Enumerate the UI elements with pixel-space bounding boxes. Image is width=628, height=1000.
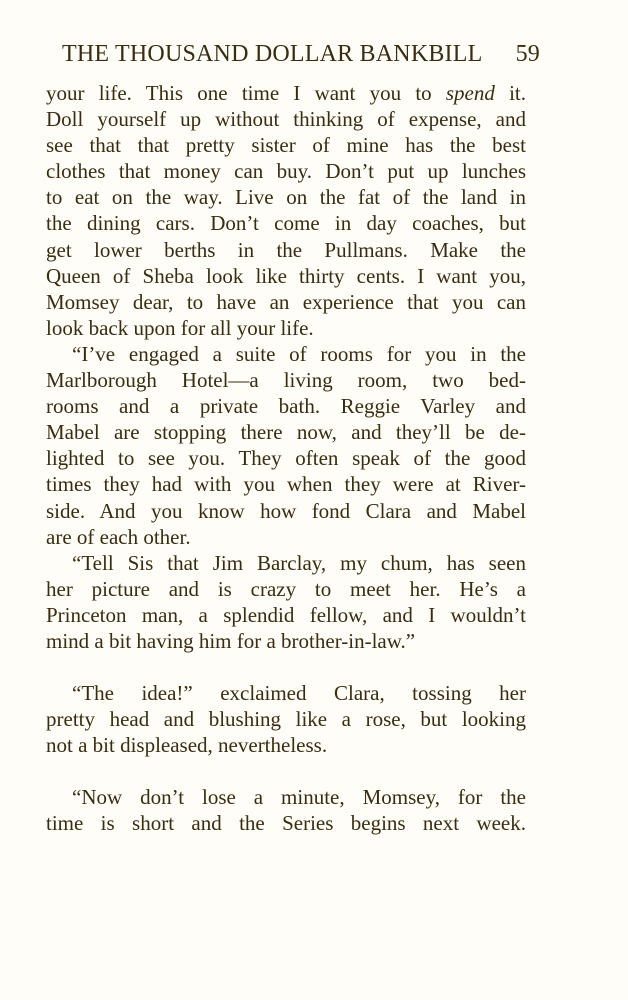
text-line: lighted to see you. They often speak of the good [46,446,526,471]
text-line: time is short and the Series begins next week. [46,811,526,836]
page-number: 59 [515,41,540,67]
text-line: “The idea!” exclaimed Clara, tossing her [72,681,526,706]
running-head [62,40,540,68]
text-line: get lower berths in the Pullmans. Make the [46,237,526,262]
paragraph [46,550,526,654]
text-line: your life. This one time I want you to spend it. [46,81,526,105]
running-title: THE THOUSAND DOLLAR BANKBILL [62,41,483,67]
body-text [46,80,526,837]
emphasis: spend [445,81,495,105]
paragraph [46,784,526,836]
text-line: “Now don’t lose a minute, Momsey, for the [72,785,526,810]
text-line: clothes that money can buy. Don’t put up lunches [46,159,526,184]
text-line: Doll yourself up without thinking of expense, and [46,107,526,132]
text-line: Momsey dear, to have an experience that you can [46,289,526,314]
text-line: rooms and a private bath. Reggie Varley and [46,394,526,419]
text-line: “Tell Sis that Jim Barclay, my chum, has seen [72,550,526,575]
text-line: not a bit displeased, nevertheless. [46,733,328,758]
paragraph [46,680,526,758]
paragraph [46,80,526,341]
text-line: see that that pretty sister of mine has the best [46,133,526,158]
text-line: pretty head and blushing like a rose, but looking [46,707,526,732]
text-line: to eat on the way. Live on the fat of the land in [46,185,526,210]
paragraph-gap [46,654,526,680]
text-line: Marlborough Hotel—a living room, two bed- [46,368,526,393]
paragraph [46,341,526,550]
paragraph-gap [46,758,526,784]
text-line: side. And you know how fond Clara and Mabel [46,498,526,523]
text-line: Queen of Sheba look like thirty cents. I want you, [46,263,526,288]
text-line: Mabel are stopping there now, and they’ll be de- [46,420,526,445]
text-line: look back upon for all your life. [46,315,314,340]
text-line: Princeton man, a splendid fellow, and I wouldn’t [46,602,526,627]
text-line: her picture and is crazy to meet her. He’s a [46,576,526,601]
text-line: “I’ve engaged a suite of rooms for you in the [72,341,526,366]
text-line: mind a bit having him for a brother-in-law.” [46,628,416,653]
text-line: are of each other. [46,524,191,549]
text-line: times they had with you when they were at River- [46,472,526,497]
text-line: the dining cars. Don’t come in day coaches, but [46,211,526,236]
